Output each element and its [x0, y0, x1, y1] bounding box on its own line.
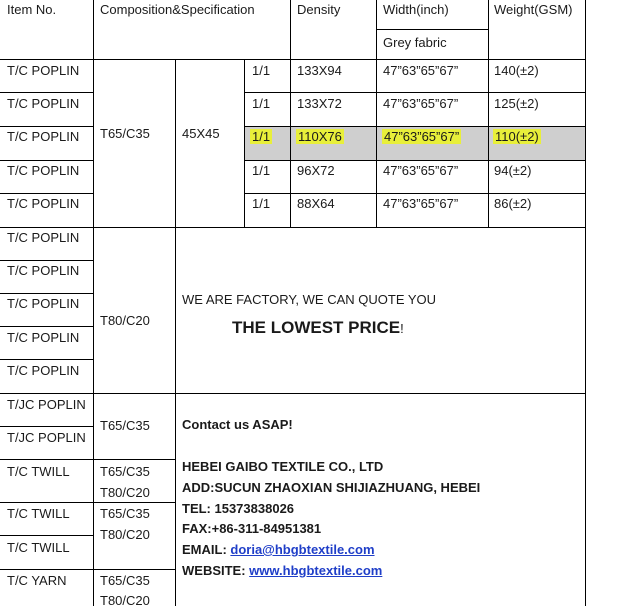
lower-item-5: T/C TWILL [7, 540, 70, 555]
lower-item-3-comp-2: T80/C20 [100, 485, 150, 500]
lower-item-4-comp-1: T65/C35 [100, 506, 150, 521]
group-2-item-4: T/C POPLIN [7, 330, 80, 345]
grid-line [0, 160, 94, 161]
row-1-ratio: 1/1 [252, 63, 271, 78]
grid-line [0, 459, 176, 460]
grid-line [244, 160, 586, 161]
grid-line [0, 535, 94, 536]
lower-item-3: T/C TWILL [7, 464, 70, 479]
row-5-weight: 86(±2) [494, 196, 532, 211]
lower-jc-composition: T65/C35 [100, 418, 150, 433]
contact-email-link[interactable]: doria@hbgbtextile.com [230, 542, 375, 557]
grid-line [244, 59, 245, 227]
grid-line [0, 260, 94, 261]
contact-address: ADD:SUCUN ZHAOXIAN SHIJIAZHUANG, HEBEI [182, 480, 481, 495]
grid-line [376, 29, 488, 30]
row-4-width: 47”63”65”67” [383, 163, 459, 178]
contact-tel: TEL: 15373838026 [182, 501, 295, 516]
header-weight: Weight(GSM) [494, 2, 573, 17]
grid-line [0, 59, 586, 60]
lower-item-6: T/C YARN [7, 573, 67, 588]
row-2-ratio: 1/1 [252, 96, 271, 111]
promo-exclamation: ! [400, 321, 404, 336]
grid-line [244, 126, 586, 127]
row-1-weight: 140(±2) [494, 63, 539, 78]
grid-line [175, 59, 176, 606]
row-4-weight: 94(±2) [494, 163, 532, 178]
grid-line [585, 0, 586, 606]
grid-line [0, 126, 94, 127]
grid-line [488, 0, 489, 227]
row-1-width: 47”63”65”67” [383, 63, 459, 78]
grid-line [0, 359, 94, 360]
grid-line [0, 293, 94, 294]
contact-fax: FAX:+86-311-84951381 [182, 521, 322, 536]
row-1-item: T/C POPLIN [7, 63, 80, 78]
header-grey-fabric: Grey fabric [383, 35, 447, 50]
row-4-item: T/C POPLIN [7, 163, 80, 178]
grid-line [376, 0, 377, 227]
row-5-item: T/C POPLIN [7, 196, 80, 211]
header-composition: Composition&Specification [100, 2, 255, 17]
row-5-ratio: 1/1 [252, 196, 271, 211]
row-1-density: 133X94 [297, 63, 342, 78]
row-3-weight: 110(±2) [495, 129, 539, 144]
row-5-width: 47”63”65”67” [383, 196, 459, 211]
contact-company: HEBEI GAIBO TEXTILE CO., LTD [182, 459, 384, 474]
grid-line [93, 0, 94, 606]
contact-email-label: EMAIL: [182, 542, 231, 557]
lower-item-4-comp-2: T80/C20 [100, 527, 150, 542]
contact-email-line [182, 542, 375, 557]
row-2-width: 47”63”65”67” [383, 96, 459, 111]
row-5-density: 88X64 [297, 196, 335, 211]
group-2-item-3: T/C POPLIN [7, 296, 80, 311]
promo-line-2 [232, 320, 404, 336]
group-2-item-2: T/C POPLIN [7, 263, 80, 278]
contact-title: Contact us ASAP! [182, 417, 293, 432]
grid-line [0, 193, 94, 194]
row-4-ratio: 1/1 [252, 163, 271, 178]
promo-line-1: WE ARE FACTORY, WE CAN QUOTE YOU [182, 292, 437, 307]
contact-website-link[interactable]: www.hbgbtextile.com [249, 563, 383, 578]
row-3-width: 47”63”65”67” [384, 129, 460, 144]
lower-item-3-comp-1: T65/C35 [100, 464, 150, 479]
lower-item-2: T/JC POPLIN [7, 430, 86, 445]
grid-line [0, 426, 94, 427]
grid-line [0, 502, 176, 503]
grid-line [0, 326, 94, 327]
row-4-density: 96X72 [297, 163, 335, 178]
row-2-weight: 125(±2) [494, 96, 539, 111]
group-2-item-1: T/C POPLIN [7, 230, 80, 245]
grid-line [0, 227, 586, 228]
contact-website-label: WEBSITE: [182, 563, 250, 578]
lower-item-4: T/C TWILL [7, 506, 70, 521]
row-2-density: 133X72 [297, 96, 342, 111]
group-1-spec: 45X45 [182, 126, 220, 141]
lower-item-1: T/JC POPLIN [7, 397, 86, 412]
grid-line [290, 0, 291, 227]
group-2-item-5: T/C POPLIN [7, 363, 80, 378]
grid-line [0, 393, 586, 394]
row-3-item: T/C POPLIN [7, 129, 80, 144]
grid-line [244, 92, 586, 93]
grid-line [0, 569, 176, 570]
header-width: Width(inch) [383, 2, 449, 17]
group-2-composition: T80/C20 [100, 313, 150, 328]
row-2-item: T/C POPLIN [7, 96, 80, 111]
grid-line [244, 193, 586, 194]
header-density: Density [297, 2, 341, 17]
group-1-composition: T65/C35 [100, 126, 150, 141]
grid-line [0, 92, 94, 93]
lower-item-6-comp-2: T80/C20 [100, 593, 150, 608]
row-3-density: 110X76 [298, 129, 342, 144]
lower-item-6-comp-1: T65/C35 [100, 573, 150, 588]
row-3-ratio: 1/1 [252, 129, 271, 144]
header-item-no: Item No. [7, 2, 57, 17]
contact-website-line [182, 563, 382, 578]
promo-lowest-price: THE LOWEST PRICE [232, 318, 401, 337]
